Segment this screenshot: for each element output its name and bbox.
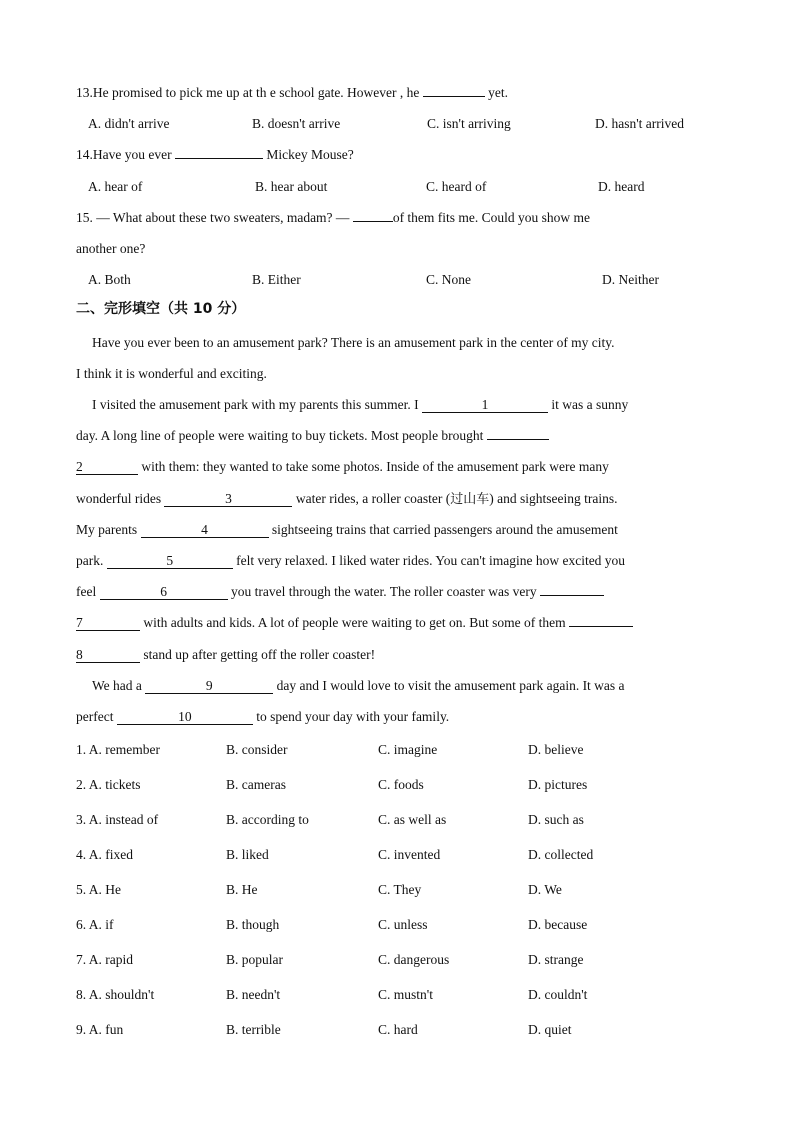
option-c: C. None [426,272,471,287]
passage-text: to spend your day with your family. [252,709,450,724]
passage-line [76,521,618,539]
option-a: 9. A. fun [76,1022,124,1037]
passage-text: ) and sightseeing trains. [489,491,618,506]
cloze-blank-2-start [487,439,549,440]
passage-text: felt very relaxed. I liked water rides. You can't imagine how excited you [232,553,626,568]
cloze-question-4 [76,846,734,864]
passage-text: park. [76,553,107,568]
option-d: D. strange [528,952,584,967]
option-d: D. such as [528,812,584,827]
passage-line [76,708,449,726]
option-c: C. invented [378,847,441,862]
cloze-blank-4: 4 [141,522,269,538]
option-b: B. terrible [226,1022,281,1037]
cloze-blank-7-start [540,595,604,596]
cloze-question-1 [76,741,734,759]
cloze-blank-2: 2 [76,459,138,475]
cloze-blank-7: 7 [76,615,140,631]
cloze-blank-1: 1 [422,397,548,413]
passage-line [92,396,628,414]
question-15 [76,209,590,227]
passage-line [76,552,625,570]
passage-text: My parents [76,522,141,537]
section-title-cloze: 二、完形填空（共 10 分） [76,301,246,317]
option-b: B. consider [226,742,288,757]
option-b: B. popular [226,952,283,967]
option-c: C. hard [378,1022,418,1037]
option-d: D. heard [598,179,645,194]
option-d: D. We [528,882,562,897]
option-d: D. believe [528,742,584,757]
cloze-blank-10: 10 [117,709,253,725]
option-a: 6. A. if [76,917,114,932]
cloze-blank-8: 8 [76,647,140,663]
question-15-stem: 15. — What about these two sweaters, madam? — [76,210,353,225]
passage-text: feel [76,584,100,599]
passage-text: stand up after getting off the roller coaster! [140,647,376,662]
option-b: B. according to [226,812,309,827]
option-c: C. unless [378,917,428,932]
option-c: C. isn't arriving [427,116,511,131]
option-c: C. dangerous [378,952,450,967]
option-c: C. as well as [378,812,447,827]
option-b: B. Either [252,272,301,287]
option-c: C. foods [378,777,424,792]
passage-text: We had a [92,678,146,693]
passage-text: sightseeing trains that carried passengers around the amusement [268,522,618,537]
passage-text: it was a sunny [547,397,629,412]
passage-text: with adults and kids. A lot of people were waiting to get on. But some of them [140,615,569,630]
option-a: 8. A. shouldn't [76,987,155,1002]
option-b: B. liked [226,847,269,862]
cloze-blank-5: 5 [107,553,233,569]
cloze-blank-3: 3 [164,491,292,507]
option-c: C. heard of [426,179,487,194]
answer-blank [175,158,263,159]
cloze-question-2 [76,776,734,794]
passage-line [76,490,618,509]
question-13 [76,84,508,102]
question-14-stem: 14.Have you ever [76,147,175,162]
cloze-blank-9: 9 [145,678,273,694]
option-d: D. because [528,917,588,932]
passage-line [76,646,375,664]
passage-line [76,458,609,476]
option-a: 4. A. fixed [76,847,133,862]
option-d: D. couldn't [528,987,588,1002]
passage-text: wonderful rides [76,491,165,506]
cloze-question-5 [76,881,734,899]
option-c: C. imagine [378,742,438,757]
passage-text: with them: they wanted to take some photos. Inside of the amusement park were many [138,459,609,474]
passage-line [92,677,625,695]
question-15-stem-end: of them fits me. Could you show me [392,210,591,225]
question-15-continued: another one? [76,241,146,256]
passage-text: I visited the amusement park with my parents this summer. I [92,397,422,412]
passage-line [76,427,549,445]
option-a: 5. A. He [76,882,121,897]
option-b: B. He [226,882,258,897]
option-b: B. cameras [226,777,286,792]
option-b: B. doesn't arrive [252,116,341,131]
question-14 [76,146,354,164]
option-d: D. Neither [602,272,659,287]
question-13-stem: 13.He promised to pick me up at th e school gate. However , he [76,85,423,100]
passage-text: day. A long line of people were waiting to buy tickets. Most people brought [76,428,487,443]
question-14-options [76,178,734,196]
question-15-options [76,271,734,289]
answer-blank [353,221,393,222]
option-a: 3. A. instead of [76,812,159,827]
passage-text: water rides, a roller coaster ( [292,491,451,506]
passage-text: you travel through the water. The roller coaster was very [227,584,541,599]
option-c: C. They [378,882,422,897]
cloze-question-9 [76,1021,734,1039]
cloze-question-7 [76,951,734,969]
question-13-options [76,115,734,133]
option-a: 1. A. remember [76,742,160,757]
question-13-stem-end: yet. [484,85,509,100]
option-d: D. quiet [528,1022,572,1037]
option-a: A. Both [88,272,131,287]
option-b: B. though [226,917,280,932]
passage-line: I think it is wonderful and exciting. [76,366,267,381]
question-14-stem-end: Mickey Mouse? [262,147,354,162]
cloze-question-3 [76,811,734,829]
passage-line: Have you ever been to an amusement park? There is an amusement park in the center of my city. [92,335,615,350]
option-d: D. collected [528,847,594,862]
option-d: D. hasn't arrived [595,116,685,131]
cloze-blank-8-start [569,626,633,627]
cloze-question-6 [76,916,734,934]
option-a: 2. A. tickets [76,777,141,792]
passage-text-chinese: 过山车 [450,492,490,507]
option-a: 7. A. rapid [76,952,133,967]
option-b: B. needn't [226,987,281,1002]
passage-line [76,583,604,601]
option-b: B. hear about [255,179,328,194]
passage-text: day and I would love to visit the amusement park again. It was a [273,678,625,693]
answer-blank [423,96,485,97]
option-a: A. didn't arrive [88,116,170,131]
option-c: C. mustn't [378,987,433,1002]
option-d: D. pictures [528,777,588,792]
option-a: A. hear of [88,179,143,194]
cloze-blank-6: 6 [100,584,228,600]
cloze-question-8 [76,986,734,1004]
passage-line [76,614,633,632]
passage-text: perfect [76,709,117,724]
